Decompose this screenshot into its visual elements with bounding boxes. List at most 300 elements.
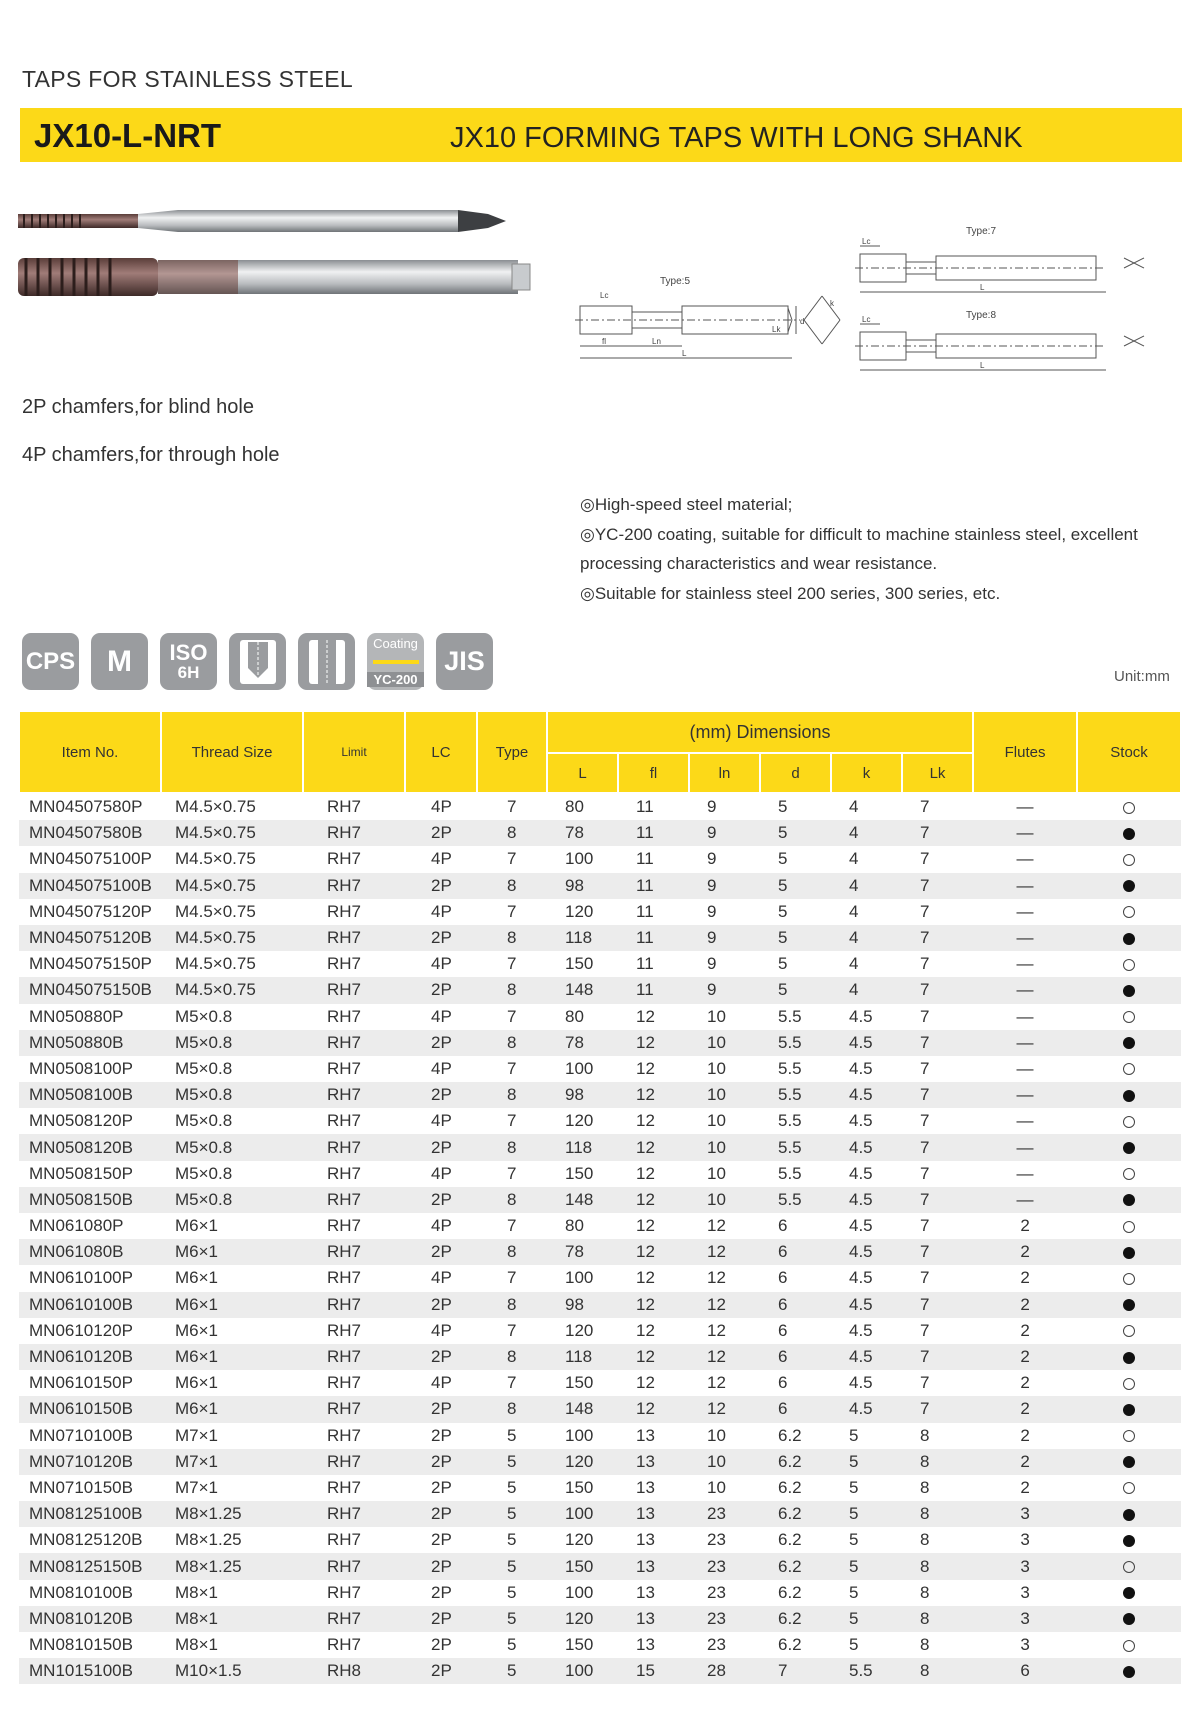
cell-lc: 2P — [405, 1030, 477, 1056]
cell-flutes: 2 — [1020, 1477, 1030, 1497]
cell-k: 4.5 — [849, 1111, 873, 1131]
cell-ln: 12 — [707, 1373, 726, 1393]
table-row — [19, 1161, 1181, 1187]
cell-ln: 10 — [707, 1425, 726, 1445]
cell-d: 5 — [760, 820, 831, 846]
cell-ln: 10 — [689, 1187, 760, 1213]
cell-lc: 2P — [405, 1396, 477, 1422]
cell-lc: 4P — [431, 1006, 452, 1026]
out-of-stock-icon — [1123, 1168, 1135, 1180]
cell-stock — [1077, 1501, 1181, 1527]
cell-stock — [1077, 1370, 1181, 1396]
cell-thread: M6×1 — [161, 1239, 303, 1265]
out-of-stock-icon — [1123, 1116, 1135, 1128]
cell-l: 150 — [565, 954, 594, 974]
cell-k: 4 — [831, 820, 902, 846]
tap-top-icon — [18, 210, 506, 232]
cell-thread: M6×1 — [175, 1373, 218, 1393]
header-lk: Lk — [902, 753, 973, 793]
cell-d: 5 — [778, 849, 788, 869]
cell-lk: 8 — [920, 1635, 930, 1655]
cell-item: MN08125120B — [29, 1530, 143, 1550]
cell-ln: 9 — [689, 873, 760, 899]
cell-d: 6.2 — [778, 1477, 802, 1497]
cell-limit: RH7 — [303, 1187, 405, 1213]
cell-k: 5 — [849, 1477, 859, 1497]
cell-stock — [1077, 899, 1181, 925]
cell-d: 6.2 — [778, 1530, 802, 1550]
cell-k: 5 — [849, 1582, 859, 1602]
cell-l: 100 — [565, 849, 594, 869]
cell-fl: 13 — [636, 1635, 655, 1655]
type5-k-label: k — [830, 299, 834, 308]
cell-type: 7 — [507, 1216, 517, 1236]
cell-fl: 11 — [618, 820, 689, 846]
cell-stock — [1077, 1082, 1181, 1108]
cell-l: 150 — [565, 1373, 594, 1393]
cell-k: 4.5 — [849, 1058, 873, 1078]
cell-lk: 7 — [920, 1111, 930, 1131]
cell-ln: 23 — [689, 1553, 760, 1579]
cell-k: 4 — [831, 977, 902, 1003]
cell-d: 5 — [778, 954, 788, 974]
cell-ln: 9 — [689, 925, 760, 951]
cell-lc: 4P — [431, 1268, 452, 1288]
in-stock-icon — [1123, 1666, 1135, 1678]
out-of-stock-icon — [1123, 906, 1135, 918]
cell-lk: 7 — [920, 1268, 930, 1288]
cell-lc: 4P — [431, 1163, 452, 1183]
cell-thread: M8×1 — [161, 1606, 303, 1632]
header-flutes: Flutes — [973, 711, 1077, 793]
cell-d: 6.2 — [760, 1606, 831, 1632]
table-row — [19, 1396, 1181, 1422]
cell-ln: 12 — [689, 1239, 760, 1265]
cell-item: MN0610150B — [19, 1396, 161, 1422]
cell-thread: M5×0.8 — [175, 1058, 233, 1078]
cell-item: MN0710150B — [29, 1477, 133, 1497]
cell-flutes: — — [1016, 1058, 1034, 1078]
cell-type: 8 — [477, 820, 547, 846]
cell-flutes: 3 — [973, 1606, 1077, 1632]
cell-thread: M6×1 — [175, 1320, 218, 1340]
cell-ln: 9 — [707, 797, 717, 817]
cell-lc: 2P — [405, 1134, 477, 1160]
cell-flutes: 2 — [973, 1239, 1077, 1265]
in-stock-icon — [1123, 1456, 1135, 1468]
cell-stock — [1077, 1030, 1181, 1056]
cell-l: 78 — [547, 1030, 618, 1056]
cell-stock — [1077, 1004, 1181, 1030]
through-hole-icon — [298, 633, 355, 690]
cell-lk: 8 — [902, 1501, 973, 1527]
feature-item: ◎YC-200 coating, suitable for difficult to machine stainless steel, excellent processing characteristics and wear resistance. — [580, 524, 1138, 573]
type5-lc-label: Lc — [600, 291, 609, 300]
cell-stock — [1077, 1396, 1181, 1422]
cell-l: 148 — [547, 977, 618, 1003]
table-row — [19, 1580, 1181, 1606]
out-of-stock-icon — [1123, 1063, 1135, 1075]
cell-lc: 2P — [405, 1658, 477, 1684]
table-row — [19, 977, 1181, 1003]
out-of-stock-icon — [1123, 1325, 1135, 1337]
cell-item: MN0610150P — [29, 1373, 133, 1393]
cell-flutes: — — [973, 820, 1077, 846]
header-dimensions: (mm) Dimensions — [547, 711, 973, 753]
cell-fl: 12 — [636, 1006, 655, 1026]
cell-d: 6 — [778, 1216, 788, 1236]
cell-flutes: — — [1016, 797, 1034, 817]
cell-thread: M4.5×0.75 — [161, 820, 303, 846]
out-of-stock-icon — [1123, 1378, 1135, 1390]
cell-k: 5 — [831, 1501, 902, 1527]
cell-flutes: 2 — [973, 1449, 1077, 1475]
cell-type: 8 — [477, 1239, 547, 1265]
cps-badge: CPS — [22, 633, 79, 690]
cell-d: 6.2 — [778, 1635, 802, 1655]
cell-fl: 15 — [618, 1658, 689, 1684]
cell-flutes: — — [973, 1082, 1077, 1108]
cell-lc: 2P — [405, 820, 477, 846]
cell-limit: RH7 — [303, 1292, 405, 1318]
cell-stock — [1077, 925, 1181, 951]
cell-lk: 7 — [920, 849, 930, 869]
table-row — [19, 1370, 1181, 1396]
cell-item: MN0710100B — [29, 1425, 133, 1445]
in-stock-icon — [1123, 1090, 1135, 1102]
cell-type: 8 — [477, 1134, 547, 1160]
cell-item: MN0610100P — [29, 1268, 133, 1288]
cell-k: 5 — [831, 1449, 902, 1475]
cell-d: 6 — [760, 1344, 831, 1370]
cell-fl: 13 — [636, 1477, 655, 1497]
cell-thread: M8×1.25 — [161, 1501, 303, 1527]
cell-lk: 7 — [902, 925, 973, 951]
cell-d: 6 — [760, 1396, 831, 1422]
cell-limit: RH8 — [303, 1658, 405, 1684]
in-stock-icon — [1123, 1587, 1135, 1599]
header-fl: fl — [618, 753, 689, 793]
cell-k: 5 — [849, 1635, 859, 1655]
cell-limit: RH7 — [303, 873, 405, 899]
cell-lk: 7 — [920, 1058, 930, 1078]
metric-badge: M — [91, 633, 148, 690]
cell-type: 7 — [507, 849, 517, 869]
cell-d: 6.2 — [778, 1425, 802, 1445]
cell-d: 5.5 — [778, 1163, 802, 1183]
cell-k: 5 — [831, 1606, 902, 1632]
cell-l: 120 — [565, 1320, 594, 1340]
cell-type: 7 — [507, 954, 517, 974]
cell-fl: 12 — [618, 1187, 689, 1213]
cell-lc: 2P — [431, 1477, 452, 1497]
cell-fl: 13 — [636, 1425, 655, 1445]
cell-fl: 12 — [618, 1292, 689, 1318]
out-of-stock-icon — [1123, 1011, 1135, 1023]
cell-lk: 7 — [902, 977, 973, 1003]
cell-flutes: — — [973, 873, 1077, 899]
in-stock-icon — [1123, 828, 1135, 840]
cell-thread: M8×1 — [175, 1635, 218, 1655]
cell-thread: M4.5×0.75 — [175, 797, 256, 817]
cell-k: 4.5 — [849, 1163, 873, 1183]
cell-type: 7 — [507, 1006, 517, 1026]
header-k: k — [831, 753, 902, 793]
cell-stock — [1077, 1134, 1181, 1160]
cell-stock — [1077, 1658, 1181, 1684]
cell-limit: RH7 — [327, 1582, 362, 1602]
cell-type: 5 — [507, 1582, 517, 1602]
cell-type: 8 — [477, 1082, 547, 1108]
cell-fl: 12 — [618, 1239, 689, 1265]
cell-d: 6.2 — [778, 1582, 802, 1602]
cell-l: 148 — [547, 1396, 618, 1422]
header-L: L — [547, 753, 618, 793]
cell-l: 100 — [565, 1425, 594, 1445]
cell-limit: RH7 — [303, 1030, 405, 1056]
cell-stock — [1077, 873, 1181, 899]
cell-lc: 2P — [405, 1553, 477, 1579]
feature-list — [580, 490, 1140, 608]
cell-thread: M4.5×0.75 — [161, 873, 303, 899]
cell-lc: 4P — [431, 954, 452, 974]
table-row — [19, 1213, 1181, 1239]
cell-type: 5 — [477, 1501, 547, 1527]
cell-ln: 12 — [689, 1292, 760, 1318]
cell-thread: M5×0.8 — [175, 1006, 233, 1026]
cell-item: MN08125100B — [19, 1501, 161, 1527]
cell-k: 4.5 — [849, 1320, 873, 1340]
out-of-stock-icon — [1123, 1561, 1135, 1573]
header-limit: Limit — [303, 711, 405, 793]
in-stock-icon — [1123, 1509, 1135, 1521]
cell-lc: 2P — [431, 1635, 452, 1655]
cell-fl: 13 — [618, 1449, 689, 1475]
cell-thread: M4.5×0.75 — [175, 901, 256, 921]
cell-type: 7 — [507, 901, 517, 921]
cell-type: 8 — [477, 873, 547, 899]
cell-limit: RH7 — [303, 1344, 405, 1370]
cell-flutes: — — [1016, 954, 1034, 974]
cell-lc: 4P — [431, 1373, 452, 1393]
table-row — [19, 1475, 1181, 1501]
in-stock-icon — [1123, 1352, 1135, 1364]
cell-fl: 11 — [618, 977, 689, 1003]
cell-fl: 11 — [636, 849, 654, 869]
cell-thread: M5×0.8 — [161, 1134, 303, 1160]
cell-d: 6.2 — [760, 1449, 831, 1475]
cell-limit: RH7 — [303, 1606, 405, 1632]
cell-lc: 4P — [431, 849, 452, 869]
cell-stock — [1077, 1527, 1181, 1553]
cell-fl: 11 — [636, 797, 654, 817]
cell-flutes: — — [973, 1134, 1077, 1160]
cell-item: MN050880P — [29, 1006, 124, 1026]
cell-d: 5 — [760, 925, 831, 951]
table-row — [19, 925, 1181, 951]
cell-item: MN045075150P — [29, 954, 152, 974]
cell-l: 120 — [565, 1111, 594, 1131]
cell-limit: RH7 — [303, 1239, 405, 1265]
cell-flutes: 6 — [973, 1658, 1077, 1684]
cell-stock — [1077, 1108, 1181, 1134]
iso-badge: ISO 6H — [160, 633, 217, 690]
cell-type: 7 — [507, 1163, 517, 1183]
blind-hole-icon — [229, 633, 286, 690]
cell-limit: RH7 — [303, 1553, 405, 1579]
cell-stock — [1077, 1161, 1181, 1187]
cell-lk: 7 — [920, 1163, 930, 1183]
cell-thread: M10×1.5 — [161, 1658, 303, 1684]
table-row — [19, 1318, 1181, 1344]
table-row — [19, 1658, 1181, 1684]
cell-thread: M5×0.8 — [161, 1082, 303, 1108]
cell-lk: 8 — [902, 1606, 973, 1632]
in-stock-icon — [1123, 1194, 1135, 1206]
type7-drawing — [855, 246, 1144, 292]
cell-lc: 2P — [405, 1292, 477, 1318]
cell-thread: M4.5×0.75 — [175, 954, 256, 974]
cell-k: 4 — [831, 873, 902, 899]
cell-lc: 2P — [405, 1344, 477, 1370]
cell-l: 78 — [547, 1239, 618, 1265]
out-of-stock-icon — [1123, 854, 1135, 866]
cell-ln: 10 — [689, 1134, 760, 1160]
cell-thread: M7×1 — [175, 1425, 218, 1445]
cell-limit: RH7 — [327, 1006, 362, 1026]
cell-ln: 23 — [689, 1606, 760, 1632]
cell-stock — [1077, 977, 1181, 1003]
cell-l: 80 — [565, 1216, 584, 1236]
cell-k: 4.5 — [831, 1030, 902, 1056]
table-row — [19, 1423, 1181, 1449]
cell-d: 5.5 — [760, 1030, 831, 1056]
cell-item: MN1015100B — [19, 1658, 161, 1684]
cell-l: 100 — [547, 1658, 618, 1684]
cell-fl: 12 — [636, 1373, 655, 1393]
in-stock-icon — [1123, 1613, 1135, 1625]
table-row — [19, 1449, 1181, 1475]
cell-lc: 2P — [405, 1239, 477, 1265]
cell-limit: RH7 — [303, 1134, 405, 1160]
cell-stock — [1077, 1213, 1181, 1239]
table-row — [19, 846, 1181, 872]
cell-flutes: 2 — [1020, 1320, 1030, 1340]
in-stock-icon — [1123, 1247, 1135, 1259]
cell-lc: 4P — [431, 901, 452, 921]
cell-fl: 12 — [618, 1396, 689, 1422]
feature-item: ◎Suitable for stainless steel 200 series, 300 series, etc. — [580, 583, 1001, 603]
cell-ln: 9 — [707, 849, 717, 869]
type5-l-label: L — [682, 349, 687, 358]
cell-fl: 12 — [636, 1058, 655, 1078]
cell-thread: M4.5×0.75 — [161, 977, 303, 1003]
cell-l: 100 — [565, 1058, 594, 1078]
type7-label: Type:7 — [966, 226, 997, 237]
cell-ln: 12 — [707, 1216, 726, 1236]
cell-k: 4.5 — [849, 1216, 873, 1236]
table-row — [19, 1292, 1181, 1318]
cell-item: MN045075120P — [29, 901, 152, 921]
cell-fl: 11 — [618, 873, 689, 899]
cell-d: 5.5 — [778, 1006, 802, 1026]
cell-type: 5 — [507, 1425, 517, 1445]
out-of-stock-icon — [1123, 1221, 1135, 1233]
cell-stock — [1077, 1239, 1181, 1265]
cell-stock — [1077, 846, 1181, 872]
cell-ln: 10 — [707, 1006, 726, 1026]
cell-k: 4 — [831, 925, 902, 951]
cell-d: 5.5 — [778, 1111, 802, 1131]
cell-limit: RH7 — [327, 1425, 362, 1445]
cell-k: 5 — [831, 1553, 902, 1579]
cell-type: 7 — [507, 1111, 517, 1131]
table-row — [19, 1527, 1181, 1553]
cell-thread: M6×1 — [161, 1396, 303, 1422]
table-row — [19, 1082, 1181, 1108]
cell-flutes: — — [973, 977, 1077, 1003]
cell-k: 4.5 — [831, 1134, 902, 1160]
cell-type: 7 — [507, 1373, 517, 1393]
coating-badge: Coating YC-200 — [367, 633, 424, 690]
cell-type: 7 — [507, 797, 517, 817]
cell-fl: 13 — [636, 1530, 655, 1550]
cell-stock — [1077, 1056, 1181, 1082]
cell-ln: 12 — [707, 1320, 726, 1340]
cell-stock — [1077, 1632, 1181, 1658]
cell-lk: 8 — [920, 1530, 930, 1550]
cell-lc: 2P — [431, 1582, 452, 1602]
cell-lc: 2P — [405, 1082, 477, 1108]
cell-d: 5 — [760, 873, 831, 899]
cell-d: 6 — [778, 1320, 788, 1340]
in-stock-icon — [1123, 1404, 1135, 1416]
cell-thread: M6×1 — [161, 1292, 303, 1318]
cell-lk: 7 — [920, 1006, 930, 1026]
cell-limit: RH7 — [327, 1635, 362, 1655]
type7-l-label: L — [980, 283, 985, 292]
chamfer-note-blind: 2P chamfers,for blind hole — [22, 396, 254, 418]
cell-ln: 10 — [707, 1111, 726, 1131]
cell-item: MN045075150B — [19, 977, 161, 1003]
cell-flutes: — — [973, 1187, 1077, 1213]
cell-thread: M8×1 — [175, 1582, 218, 1602]
cell-fl: 13 — [636, 1582, 655, 1602]
in-stock-icon — [1123, 1535, 1135, 1547]
cell-k: 4.5 — [849, 1373, 873, 1393]
cell-limit: RH7 — [327, 1320, 362, 1340]
header-thread: Thread Size — [161, 711, 303, 793]
spec-badges — [22, 633, 493, 690]
cell-type: 7 — [507, 1268, 517, 1288]
cell-flutes: 2 — [973, 1292, 1077, 1318]
type8-l-label: L — [980, 361, 985, 370]
table-row — [19, 1344, 1181, 1370]
cell-flutes: — — [973, 925, 1077, 951]
cell-thread: M8×1.25 — [175, 1530, 242, 1550]
cell-d: 5.5 — [760, 1134, 831, 1160]
cell-ln: 10 — [707, 1058, 726, 1078]
cell-d: 6 — [778, 1373, 788, 1393]
chamfer-note-through: 4P chamfers,for through hole — [22, 444, 280, 466]
cell-type: 8 — [477, 925, 547, 951]
category-heading: TAPS FOR STAINLESS STEEL — [22, 66, 353, 92]
cell-fl: 11 — [636, 954, 654, 974]
cell-lk: 7 — [920, 901, 930, 921]
cell-lk: 7 — [920, 1216, 930, 1236]
cell-lc: 2P — [431, 1530, 452, 1550]
type7-lc-label: Lc — [862, 237, 871, 246]
